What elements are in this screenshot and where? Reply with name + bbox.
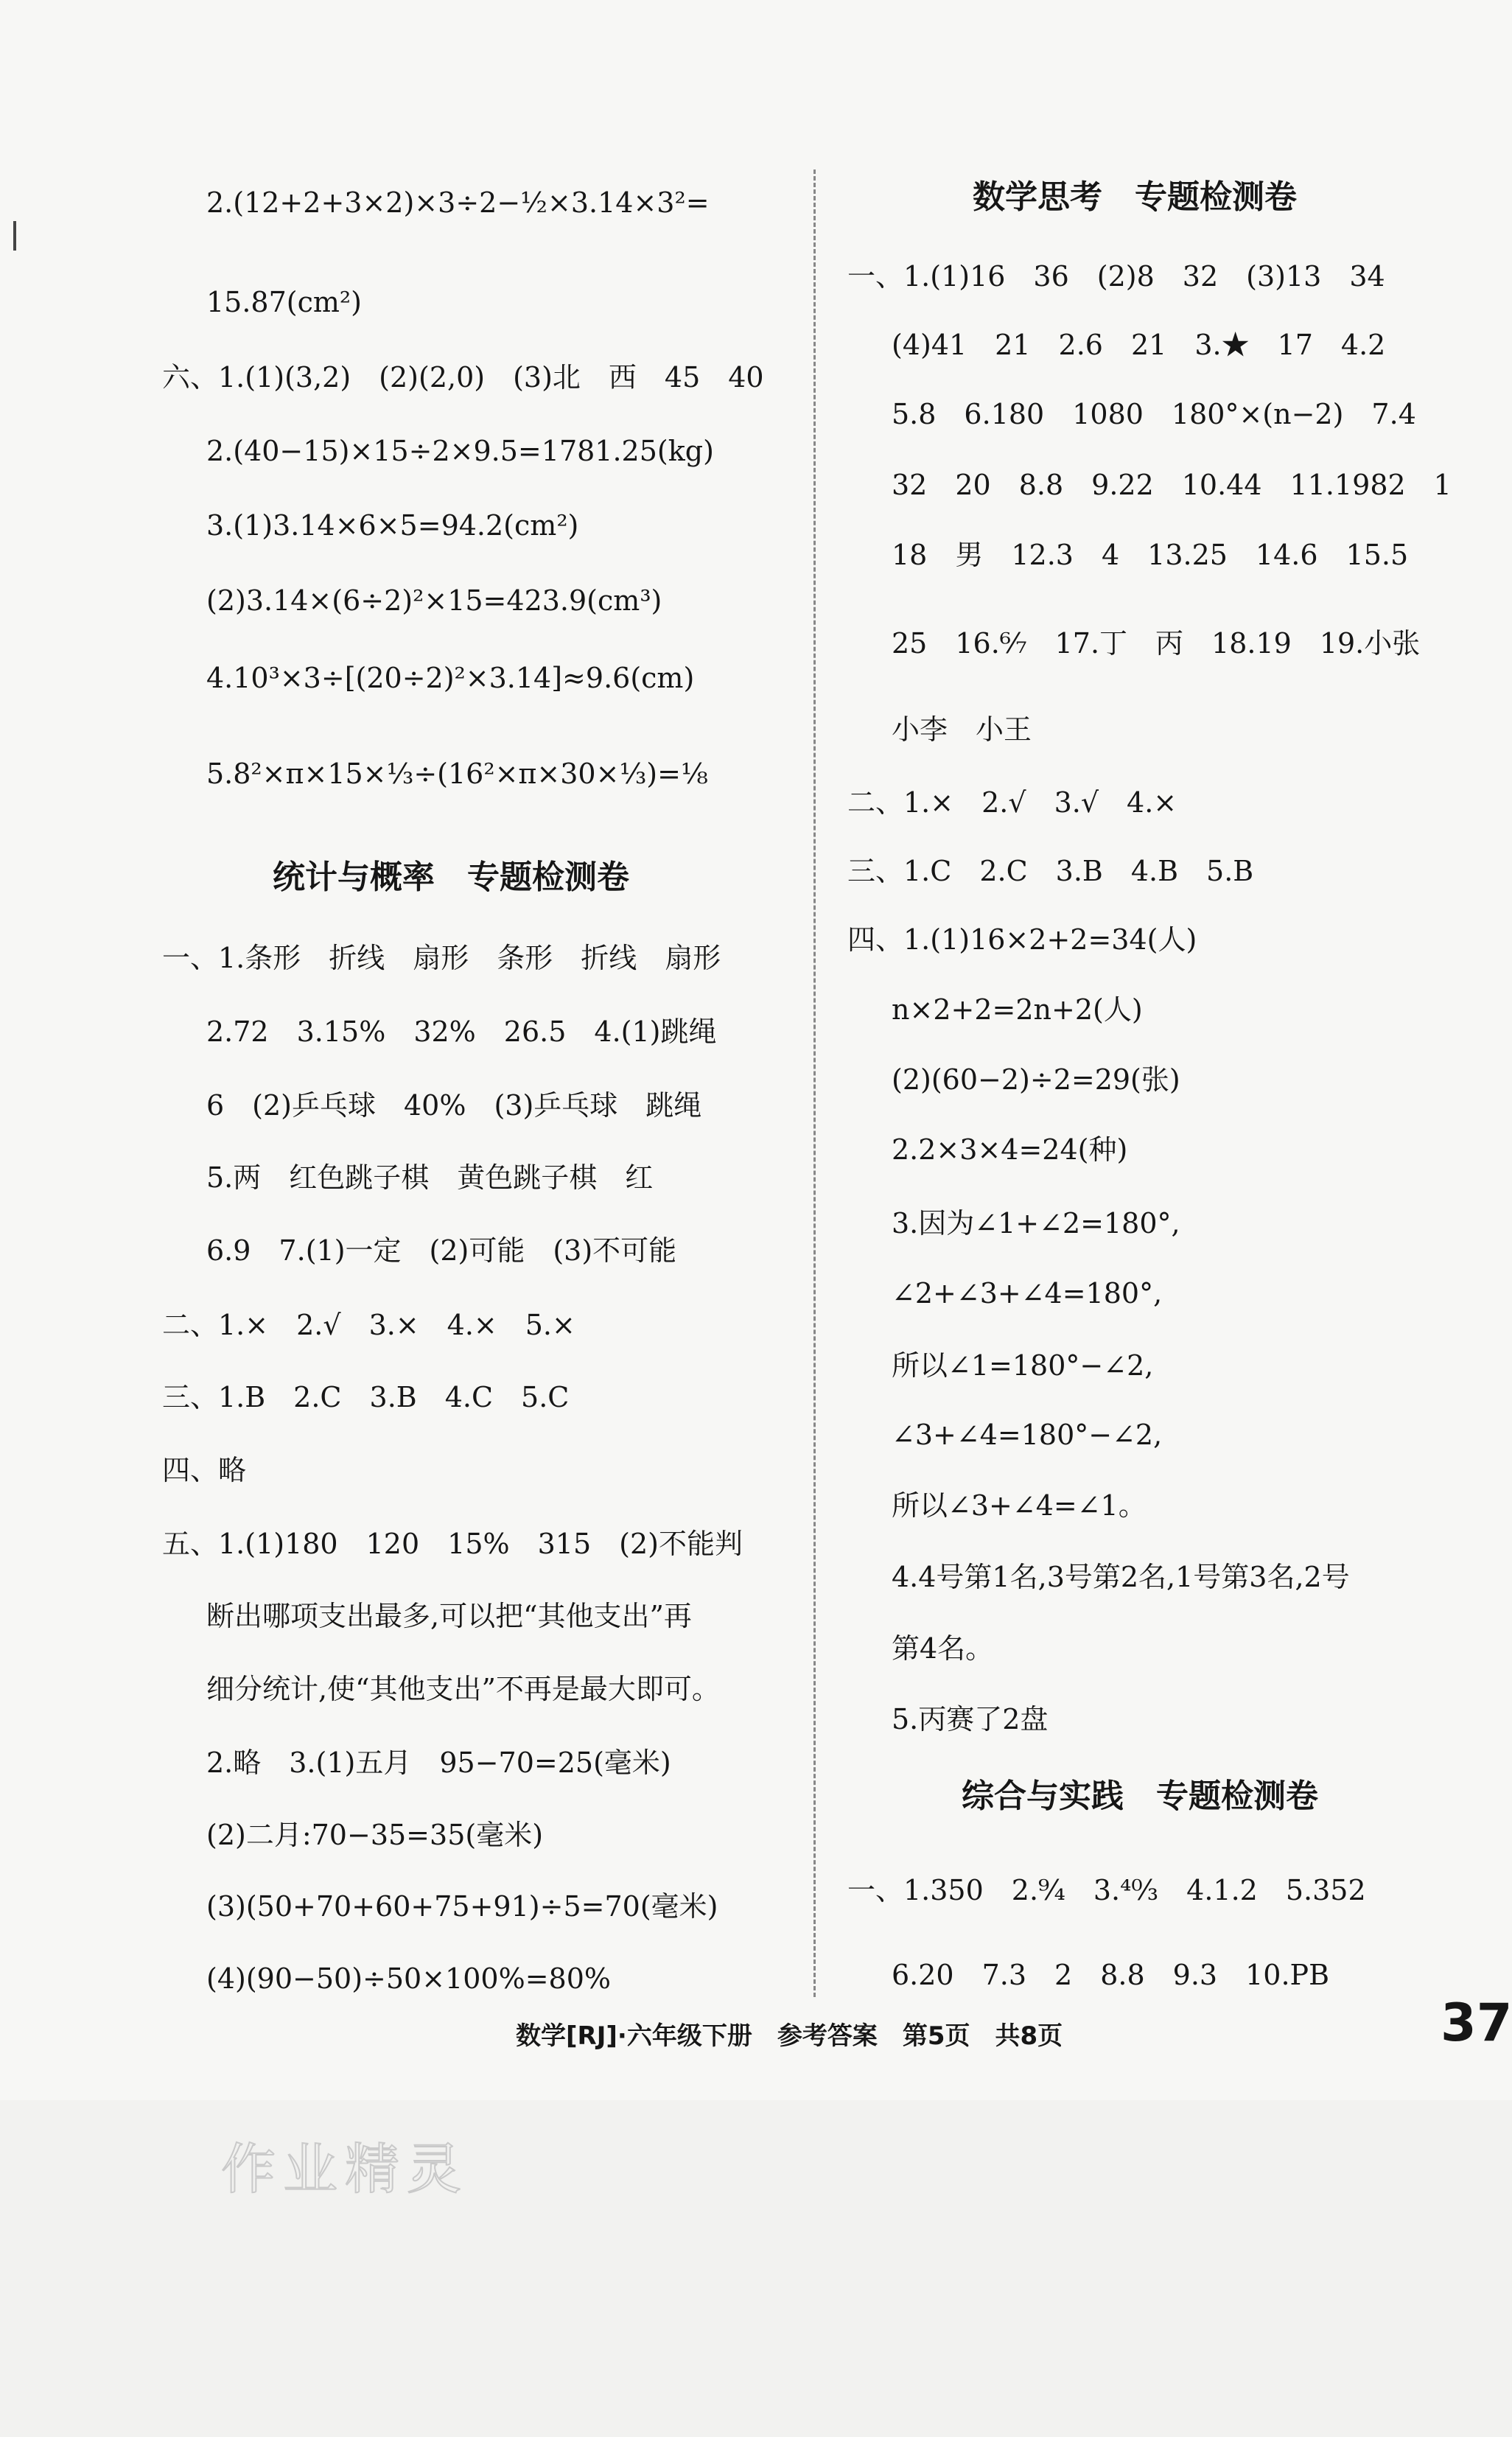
answer-line: 一、1.(1)16 36 (2)8 32 (3)13 34	[847, 260, 1385, 293]
answer-line: 二、1.× 2.√ 3.× 4.× 5.×	[162, 1309, 575, 1341]
answer-line: 5.8 6.180 1080 180°×(n−2) 7.4	[892, 398, 1416, 430]
answer-line: 四、略	[162, 1454, 247, 1486]
answer-line: 25 16.⁶⁄₇ 17.丁 丙 18.19 19.小张	[892, 627, 1421, 660]
answer-line: 18 男 12.3 4 13.25 14.6 15.5	[892, 539, 1409, 571]
answer-line: 细分统计,使“其他支出”不再是最大即可。	[206, 1673, 720, 1705]
answer-line: 2.略 3.(1)五月 95−70=25(毫米)	[206, 1747, 671, 1779]
answer-line: 32 20 8.8 9.22 10.44 11.1982 1	[892, 469, 1452, 501]
answer-line: ∠2+∠3+∠4=180°,	[892, 1277, 1163, 1310]
answer-line: 5.8²×π×15×⅓÷(16²×π×30×⅓)=⅛	[206, 758, 708, 790]
answer-line: 15.87(cm²)	[206, 286, 362, 318]
answer-line: (3)(50+70+60+75+91)÷5=70(毫米)	[206, 1890, 718, 1923]
answer-line: n×2+2=2n+2(人)	[892, 993, 1143, 1026]
answer-line: 4.4号第1名,3号第2名,1号第3名,2号	[892, 1561, 1350, 1593]
answer-line: 6.20 7.3 2 8.8 9.3 10.PB	[892, 1959, 1330, 1991]
answer-line: 一、1.350 2.⁹⁄₄ 3.⁴⁰⁄₃ 4.1.2 5.352	[847, 1874, 1366, 1906]
scan-mark	[13, 221, 16, 251]
answer-line: 断出哪项支出最多,可以把“其他支出”再	[206, 1600, 692, 1632]
answer-line: 小李 小王	[892, 713, 1032, 746]
answer-line: (2)3.14×(6÷2)²×15=423.9(cm³)	[206, 584, 662, 617]
answer-line: ∠3+∠4=180°−∠2,	[892, 1419, 1163, 1451]
section-heading-math-thinking: 数学思考 专题检测卷	[973, 178, 1297, 216]
answer-line: (4)(90−50)÷50×100%=80%	[206, 1962, 611, 1995]
answer-line: 一、1.条形 折线 扇形 条形 折线 扇形	[162, 942, 721, 974]
answer-line: 六、1.(1)(3,2) (2)(2,0) (3)北 西 45 40	[162, 361, 764, 394]
answer-line: (4)41 21 2.6 21 3.★ 17 4.2	[892, 329, 1386, 361]
answer-line: 四、1.(1)16×2+2=34(人)	[847, 923, 1197, 956]
answer-line: 2.(12+2+3×2)×3÷2−½×3.14×3²=	[206, 186, 710, 219]
answer-line: 所以∠3+∠4=∠1。	[892, 1489, 1147, 1522]
answer-line: 三、1.C 2.C 3.B 4.B 5.B	[847, 855, 1254, 887]
page-number: 37	[1441, 1993, 1512, 2053]
answer-line: 2.72 3.15% 32% 26.5 4.(1)跳绳	[206, 1015, 717, 1048]
section-heading-practice: 综合与实践 专题检测卷	[962, 1777, 1318, 1815]
answer-line: 6.9 7.(1)一定 (2)可能 (3)不可能	[206, 1234, 677, 1267]
answer-line: 第4名。	[892, 1632, 994, 1665]
answer-line: 2.(40−15)×15÷2×9.5=1781.25(kg)	[206, 435, 714, 467]
footer-text: 数学[RJ]·六年级下册 参考答案 第5页 共8页	[516, 2021, 1063, 2051]
column-divider	[813, 169, 816, 1997]
answer-line: 3.(1)3.14×6×5=94.2(cm²)	[206, 509, 579, 542]
page-footer	[0, 2015, 1512, 2060]
answer-line: (2)二月:70−35=35(毫米)	[206, 1819, 544, 1851]
answer-line: 6 (2)乒乓球 40% (3)乒乓球 跳绳	[206, 1089, 702, 1122]
answer-line: 5.两 红色跳子棋 黄色跳子棋 红	[206, 1161, 654, 1194]
answer-line: 4.10³×3÷[(20÷2)²×3.14]≈9.6(cm)	[206, 662, 695, 694]
answer-line: 2.2×3×4=24(种)	[892, 1133, 1128, 1166]
answer-line: 5.丙赛了2盘	[892, 1703, 1049, 1735]
watermark: 作业精灵	[221, 2138, 469, 2201]
answer-line: 所以∠1=180°−∠2,	[892, 1349, 1154, 1382]
answer-line: 3.因为∠1+∠2=180°,	[892, 1207, 1180, 1240]
answer-line: 五、1.(1)180 120 15% 315 (2)不能判	[162, 1528, 743, 1560]
section-heading-statistics: 统计与概率 专题检测卷	[273, 859, 629, 896]
answer-line: 三、1.B 2.C 3.B 4.C 5.C	[162, 1381, 570, 1413]
answer-line: 二、1.× 2.√ 3.√ 4.×	[847, 786, 1177, 819]
answer-line: (2)(60−2)÷2=29(张)	[892, 1063, 1180, 1096]
